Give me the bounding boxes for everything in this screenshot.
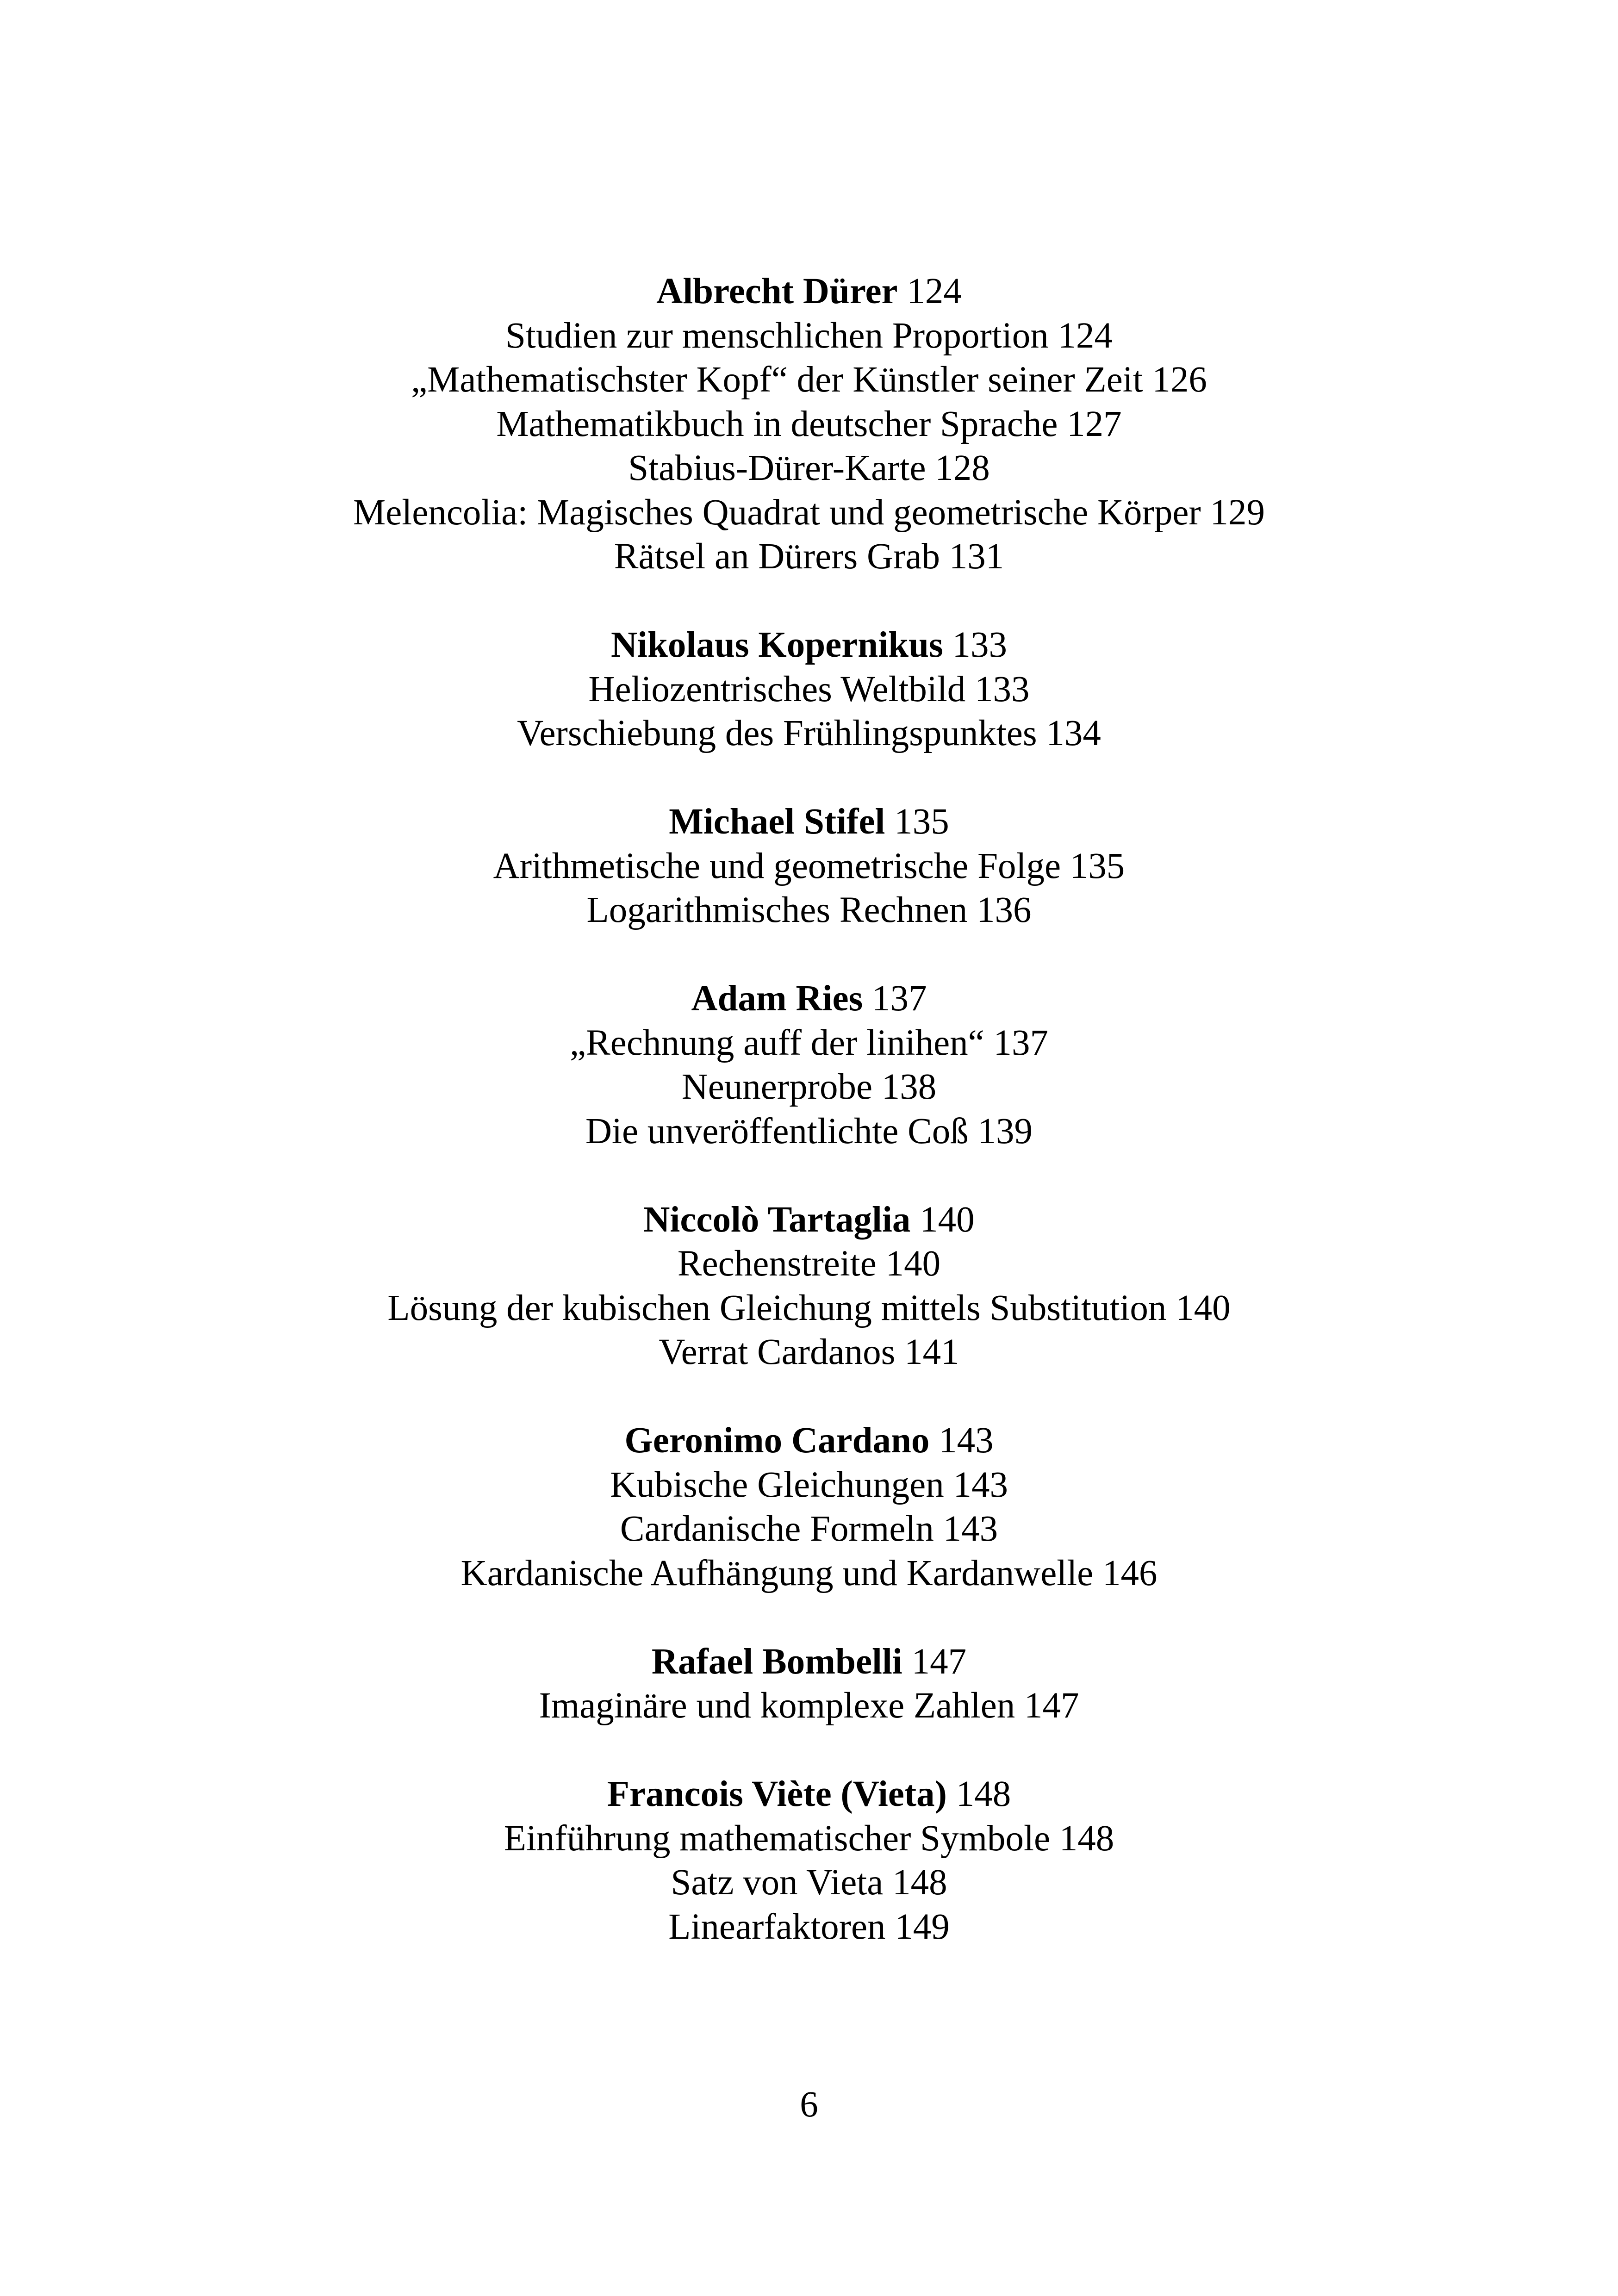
toc-entry: Kardanische Aufhängung und Kardanwelle 146 bbox=[461, 1553, 1157, 1593]
toc-entry: Einführung mathematischer Symbole 148 bbox=[504, 1818, 1114, 1859]
toc-entry: Imaginäre und komplexe Zahlen 147 bbox=[539, 1686, 1079, 1726]
toc-section-heading bbox=[0, 1640, 1618, 1684]
page-number: 6 bbox=[800, 2084, 818, 2125]
toc-section bbox=[0, 269, 1618, 579]
toc-section bbox=[0, 623, 1618, 756]
toc-entry: Kubische Gleichungen 143 bbox=[610, 1464, 1008, 1505]
toc-entry: Stabius-Dürer-Karte 128 bbox=[628, 448, 990, 488]
toc-heading-name: Michael Stifel bbox=[669, 802, 885, 842]
toc-entry: „Mathematischster Kopf“ der Künstler seiner Zeit 126 bbox=[411, 360, 1207, 400]
toc-section bbox=[0, 1198, 1618, 1375]
toc-entry: Heliozentrisches Weltbild 133 bbox=[588, 669, 1030, 709]
toc-heading-page-number: 137 bbox=[872, 978, 927, 1019]
toc-heading-name: Nikolaus Kopernikus bbox=[610, 625, 943, 665]
toc-entry: Verrat Cardanos 141 bbox=[659, 1332, 959, 1372]
toc-heading-page-number: 140 bbox=[920, 1199, 975, 1240]
toc-heading-name: Albrecht Dürer bbox=[656, 271, 898, 311]
toc-section-heading bbox=[0, 977, 1618, 1021]
toc-heading-page-number: 135 bbox=[894, 802, 949, 842]
toc-section-heading bbox=[0, 1772, 1618, 1817]
toc-heading-name: Geronimo Cardano bbox=[624, 1420, 930, 1461]
toc-section bbox=[0, 800, 1618, 933]
toc-heading-page-number: 124 bbox=[907, 271, 962, 311]
toc-heading-name: Niccolò Tartaglia bbox=[643, 1199, 911, 1240]
toc-section bbox=[0, 977, 1618, 1153]
toc-entry: Lösung der kubischen Gleichung mittels Substitution 140 bbox=[387, 1288, 1231, 1328]
toc-entry: Logarithmisches Rechnen 136 bbox=[586, 890, 1032, 930]
toc-entry: Melencolia: Magisches Quadrat und geometrische Körper 129 bbox=[353, 492, 1265, 533]
toc-section bbox=[0, 1772, 1618, 1949]
toc-section bbox=[0, 1640, 1618, 1728]
toc-section-heading bbox=[0, 269, 1618, 314]
toc-entry: Linearfaktoren 149 bbox=[668, 1906, 950, 1947]
table-of-contents bbox=[0, 269, 1618, 1993]
toc-heading-name: Francois Viète (Vieta) bbox=[607, 1774, 947, 1814]
toc-entry: Mathematikbuch in deutscher Sprache 127 bbox=[496, 404, 1122, 444]
toc-heading-name: Adam Ries bbox=[691, 978, 863, 1019]
toc-heading-page-number: 147 bbox=[911, 1641, 967, 1682]
toc-section-heading bbox=[0, 623, 1618, 667]
toc-heading-name: Rafael Bombelli bbox=[651, 1641, 902, 1682]
toc-entry: „Rechnung auff der linihen“ 137 bbox=[570, 1022, 1048, 1063]
toc-entry: Satz von Vieta 148 bbox=[671, 1862, 947, 1903]
toc-heading-page-number: 148 bbox=[956, 1774, 1011, 1814]
toc-entry: Studien zur menschlichen Proportion 124 bbox=[505, 315, 1113, 356]
toc-entry: Neunerprobe 138 bbox=[681, 1067, 937, 1107]
toc-entry: Arithmetische und geometrische Folge 135 bbox=[493, 846, 1125, 886]
toc-entry: Die unveröffentlichte Coß 139 bbox=[585, 1111, 1033, 1151]
toc-entry: Rätsel an Dürers Grab 131 bbox=[614, 536, 1004, 577]
toc-entry: Verschiebung des Frühlingspunktes 134 bbox=[517, 713, 1101, 753]
toc-section-heading bbox=[0, 1198, 1618, 1242]
toc-entry: Rechenstreite 140 bbox=[677, 1244, 941, 1284]
toc-section-heading bbox=[0, 1419, 1618, 1463]
toc-section-heading bbox=[0, 800, 1618, 844]
toc-entry: Cardanische Formeln 143 bbox=[620, 1509, 998, 1549]
toc-heading-page-number: 133 bbox=[952, 625, 1008, 665]
toc-heading-page-number: 143 bbox=[939, 1420, 994, 1461]
toc-section bbox=[0, 1419, 1618, 1595]
